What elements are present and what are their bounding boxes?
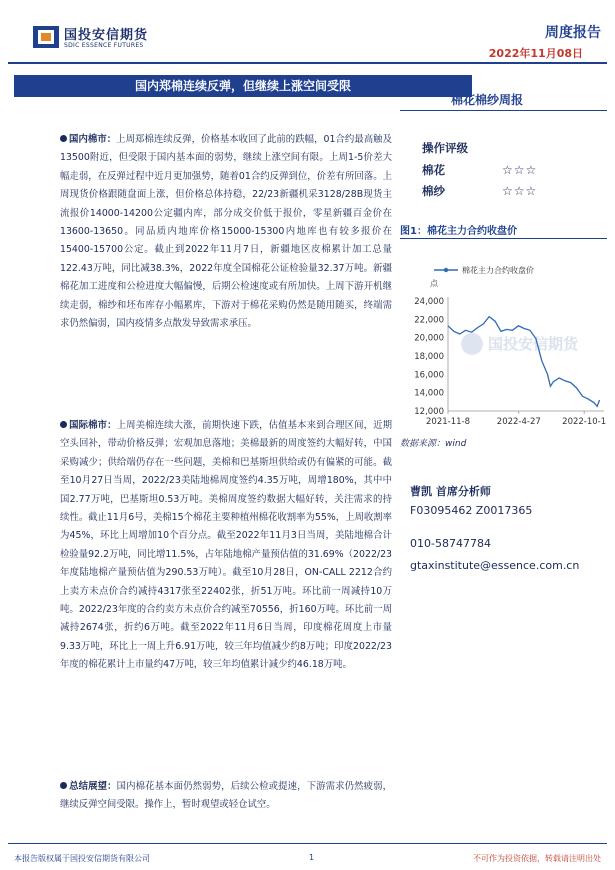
section-summary: [60, 778, 392, 815]
y-tick-label: 14,000: [414, 388, 444, 399]
footer-copyright: 本报告版权属于国投安信期货有限公司: [14, 854, 150, 863]
report-type: 周度报告: [545, 25, 601, 41]
rating-stars: ☆☆☆: [502, 163, 538, 177]
section-lead: 国内棉市：: [69, 134, 117, 145]
y-tick-label: 16,000: [414, 370, 444, 381]
analyst-name-title: 曹凯 首席分析师: [410, 485, 491, 498]
headline-banner: 国内郑棉连续反弹，但继续上涨空间受限: [14, 75, 472, 97]
series-title: 棉花棉纱周报: [451, 93, 524, 107]
chart-legend: [430, 265, 534, 288]
series-divider: [400, 110, 607, 111]
figure-title: 图1：棉花主力合约收盘价: [400, 226, 517, 237]
chart-y-axis: [414, 297, 448, 417]
watermark-text: 国投安信期货: [488, 335, 579, 353]
figure-divider: [400, 238, 607, 239]
rating-stars: ☆☆☆: [502, 184, 538, 198]
y-tick-label: 22,000: [414, 315, 444, 326]
footer-divider: [8, 843, 607, 844]
section-text: 上周郑棉连续反弹，价格基本收回了此前的跌幅，01合约最高触及13500附近，但受限于国内基本面的弱势，继续上涨空间有限。上周1-5价差大幅走弱，在反弹过程中近月更加强势，随着01合约反弹到位，价差有所回落。上周现货价格跟随盘面上涨，但价格总体持稳，22/23新疆机采3128/28B现货主流报价14000-14200公定疆内库，部分成交价低于报价，零星新疆百金价在13600-13650。同品质内地库价格15000-15300内地库也有较多报价在15400-15700公定。截止到2022年11月7日，新疆地区皮棉累计加工总量122.43万吨，同比减38.3%，2022年度全国棉花公证检验量32.37万吨。新疆棉花加工进度和公检进度大幅偏慢，后期公检速度或有所加快。上周下游开机继续走弱，棉纱和坯布库存小幅累库，下游对于棉花采购仍然是随用随买，终端需求仍然偏弱，国内疫情多点散发导致需求承压。: [60, 134, 392, 330]
series-line-cotton-price: [448, 317, 600, 407]
y-tick-label: 18,000: [414, 352, 444, 362]
chart-x-axis: [426, 411, 606, 427]
analyst-phone: 010-58747784: [410, 537, 491, 550]
section-lead: 国际棉市：: [69, 420, 117, 431]
company-name-en: SDIC ESSENCE FUTURES: [64, 42, 144, 49]
bullet-icon: [60, 421, 67, 428]
analyst-certificate: F03095462 Z0017365: [410, 504, 533, 517]
rating-title: 操作评级: [422, 141, 468, 155]
x-tick-label: 2022-10-1: [562, 417, 607, 427]
y-tick-label: 20,000: [414, 333, 444, 344]
report-date: 2022年11月08日: [488, 47, 583, 60]
legend-label: 棉花主力合约收盘价: [462, 266, 534, 275]
rating-name: 棉花: [422, 163, 445, 177]
rating-row: [422, 162, 537, 178]
x-tick-label: 2021-11-8: [426, 417, 470, 427]
header-divider: [8, 62, 607, 64]
bullet-icon: [60, 135, 67, 142]
x-tick-label: 2022-4-27: [496, 417, 541, 427]
section-international: [60, 417, 392, 675]
section-text: 上周美棉连续大涨，前期快速下跌，估值基本来到合理区间，近期空头回补，带动价格反弹；宏观加息落地；美棉最新的周度签约大幅好转，中国采购减少；供给端仍存在一些问题，美棉和巴基斯坦供给或仍有偏紧的可能。截至10月27日当周，2022/23美陆地棉周度签约4.35万吨，周增180%，其中中国2.77万吨，巴基斯坦0.53万吨。美棉周度签约数据大幅好转，关注需求的持续性。截止11月6号，美棉15个棉花主要种植州棉花收割率为55%，上周收割率为45%，环比上周增加10个百分点。截至2022年11月3日当周，美陆地棉合计检验量92.2万吨，同比增11.5%，占年陆地棉产量预估值的31.69%（2022/23年度陆地棉产量预估值为290.53万吨）。截至10月28日，ON-CALL 2212合约上卖方未点价合约减持4317张至22402张，折51万吨。环比前一周减持10万吨。2022/23年度的合约卖方未点价合约减至70556，折160万吨。环比前一周减持2674张，折约6万吨。截至2022年11月6日当周，印度棉花周度上市量9.33万吨，环比上一周上升6.91万吨，较三年均值减少约8万吨；印度2022/23年度的棉花累计上市量约47万吨，较三年均值累计减少约46.18万吨。: [60, 420, 392, 671]
chart-watermark: [461, 333, 579, 355]
bullet-icon: [60, 782, 67, 789]
analyst-email: gtaxinstitute@essence.com.cn: [410, 559, 580, 572]
rating-name: 棉纱: [422, 184, 445, 198]
company-name-cn: 国投安信期货: [64, 28, 149, 43]
y-tick-label: 24,000: [414, 297, 444, 307]
section-domestic: [60, 131, 392, 333]
chart-series: [448, 317, 600, 407]
footer-disclaimer: 不可作为投资依据，转载请注明出处: [473, 854, 601, 863]
legend-label-wrap: 点: [430, 279, 438, 288]
y-tick-label: 12,000: [414, 407, 444, 417]
section-text: 国内棉花基本面仍然弱势，后续公检或提速，下游需求仍然疲弱，继续反弹空间受限。操作上，暂时观望或轻仓试空。: [60, 781, 392, 811]
price-line-chart: [400, 256, 607, 428]
rating-row: [422, 183, 537, 199]
legend-marker: [444, 268, 448, 272]
page-number: 1: [309, 853, 315, 862]
company-logo-icon: [32, 25, 60, 49]
watermark-logo-icon: [461, 333, 483, 355]
data-source: 数据来源：wind: [400, 439, 467, 449]
section-lead: 总结展望：: [69, 781, 117, 792]
